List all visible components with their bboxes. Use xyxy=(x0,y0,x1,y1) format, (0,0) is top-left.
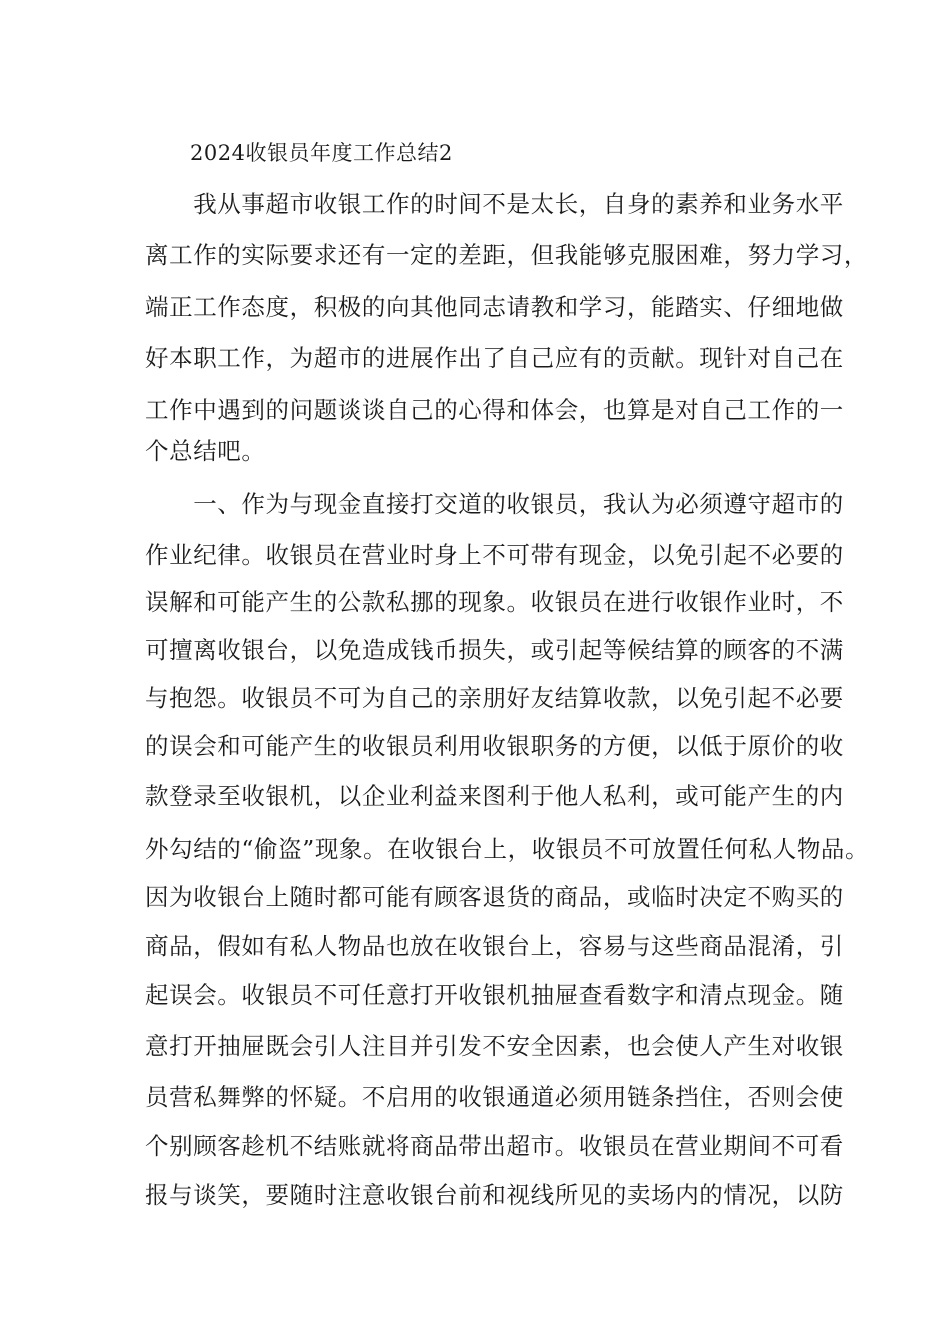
body-line-6: 个总结吧。 xyxy=(145,437,266,465)
body-line-21: 报与谈笑，要随时注意收银台前和视线所见的卖场内的情况，以防 xyxy=(145,1181,844,1209)
body-line-20: 个别顾客趁机不结账就将商品带出超市。收银员在营业期间不可看 xyxy=(145,1132,844,1160)
body-line-8: 作业纪律。收银员在营业时身上不可带有现金，以免引起不必要的 xyxy=(145,541,844,569)
body-line-1: 我从事超市收银工作的时间不是太长，自身的素养和业务水平 xyxy=(145,190,844,218)
body-line-3: 端正工作态度，积极的向其他同志请教和学习，能踏实、仔细地做 xyxy=(145,293,844,321)
body-line-19: 员营私舞弊的怀疑。不启用的收银通道必须用链条挡住，否则会使 xyxy=(145,1083,844,1111)
body-line-16: 商品，假如有私人物品也放在收银台上，容易与这些商品混淆，引 xyxy=(145,932,844,960)
document-title: 2024收银员年度工作总结2 xyxy=(190,141,453,165)
body-line-17: 起误会。收银员不可任意打开收银机抽屉查看数字和清点现金。随 xyxy=(145,981,844,1009)
body-line-5: 工作中遇到的问题谈谈自己的心得和体会，也算是对自己工作的一 xyxy=(145,396,844,424)
body-line-11: 与抱怨。收银员不可为自己的亲朋好友结算收款，以免引起不必要 xyxy=(145,684,844,712)
body-line-4: 好本职工作，为超市的进展作出了自己应有的贡献。现针对自己在 xyxy=(145,344,844,372)
body-line-15: 因为收银台上随时都可能有顾客退货的商品，或临时决定不购买的 xyxy=(145,883,844,911)
body-line-2: 离工作的实际要求还有一定的差距，但我能够克服困难，努力学习， xyxy=(145,241,868,269)
body-line-12: 的误会和可能产生的收银员利用收银职务的方便，以低于原价的收 xyxy=(145,732,844,760)
body-line-9: 误解和可能产生的公款私挪的现象。收银员在进行收银作业时，不 xyxy=(145,588,844,616)
body-line-18: 意打开抽屉既会引人注目并引发不安全因素，也会使人产生对收银 xyxy=(145,1032,844,1060)
body-line-10: 可擅离收银台，以免造成钱币损失，或引起等候结算的顾客的不满 xyxy=(145,636,844,664)
body-line-14: 外勾结的“偷盗”现象。在收银台上，收银员不可放置任何私人物品。 xyxy=(145,835,870,863)
body-line-13: 款登录至收银机，以企业利益来图利于他人私利，或可能产生的内 xyxy=(145,782,844,810)
body-line-7: 一、作为与现金直接打交道的收银员，我认为必须遵守超市的 xyxy=(145,490,844,518)
